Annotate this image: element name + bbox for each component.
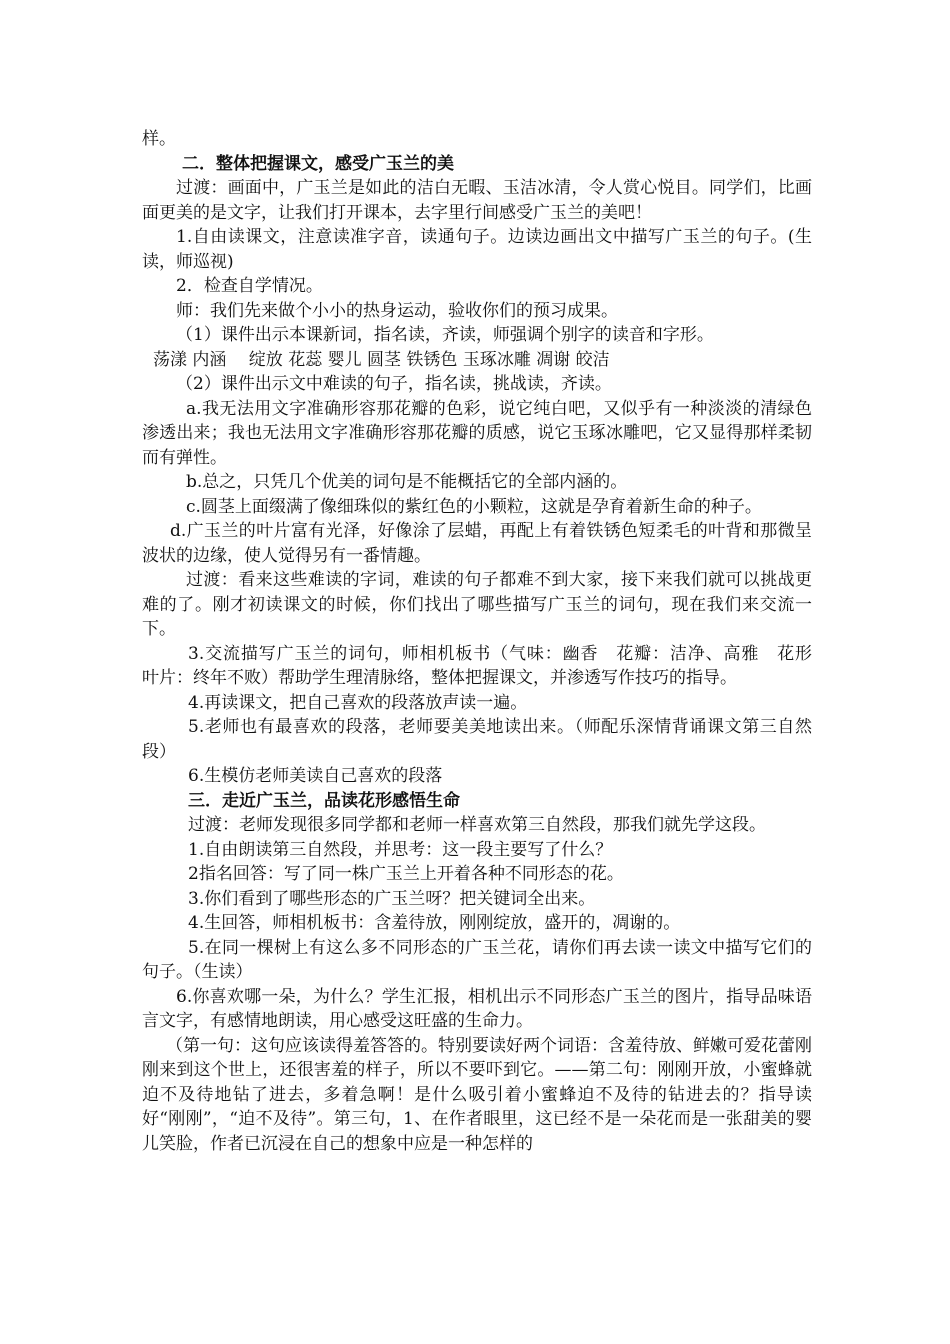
paragraph: c.圆茎上面缀满了像细珠似的紫红色的小颗粒，这就是孕育着新生命的种子。 bbox=[186, 496, 762, 517]
paragraph: b.总之，只凭几个优美的词句是不能概括它的全部内涵的。 bbox=[186, 472, 628, 492]
paragraph: （1）课件出示本课新词，指名读，齐读，师强调个别字的读音和字形。 bbox=[176, 325, 714, 345]
paragraph: （2）课件出示文中难读的句子，指名读，挑战读，齐读。 bbox=[176, 374, 612, 394]
paragraph: 4.再读课文，把自己喜欢的段落放声读一遍。 bbox=[188, 692, 528, 713]
paragraph: 样。 bbox=[142, 129, 176, 149]
paragraph: 5.老师也有最喜欢的段落，老师要美美地读出来。（师配乐深情背诵课文第三自然段） bbox=[142, 717, 812, 762]
paragraph: 荡漾 内涵 绽放 花蕊 婴儿 圆茎 铁锈色 玉琢冰雕 凋谢 皎洁 bbox=[153, 349, 610, 370]
paragraph: 2指名回答：写了同一株广玉兰上开着各种不同形态的花。 bbox=[188, 864, 624, 884]
section-heading: 二．整体把握课文，感受广玉兰的美 bbox=[182, 153, 454, 174]
paragraph: 1.自由朗读第三自然段，并思考：这一段主要写了什么？ bbox=[188, 839, 613, 860]
paragraph: （第一句：这句应该读得羞答答的。特别要读好两个词语：含羞待放、鲜嫩可爱花蕾刚刚来到这个世上，还很害羞的样子，所以不要吓到它。——第二句：刚刚开放，小蜜蜂就迫不及待地钻了进去，多着急啊！是什么吸引着小蜜蜂迫不及待的钻进去的？指导读好“刚刚”，“迫不及待”。第三句，1、在作者眼里，这已经不是一朵花而是一张甜美的婴儿笑脸，作者已沉浸在自己的想象中应是一种怎样的 bbox=[142, 1035, 812, 1154]
paragraph: 3.你们看到了哪些形态的广玉兰呀？把关键词全出来。 bbox=[188, 888, 596, 909]
paragraph: 2．检查自学情况。 bbox=[176, 276, 323, 296]
paragraph: 过渡：看来这些难读的字词，难读的句子都难不到大家，接下来我们就可以挑战更难的了。刚才初读课文的时候，你们找出了哪些描写广玉兰的词句，现在我们来交流一下。 bbox=[142, 570, 812, 639]
document-body bbox=[142, 127, 829, 1156]
paragraph: 过渡：老师发现很多同学都和老师一样喜欢第三自然段，那我们就先学这段。 bbox=[188, 815, 766, 835]
paragraph: 5.在同一棵树上有这么多不同形态的广玉兰花，请你们再去读一读文中描写它们的句子。（生读） bbox=[142, 937, 812, 982]
paragraph: 4.生回答，师相机板书：含羞待放，刚刚绽放，盛开的，凋谢的。 bbox=[188, 913, 681, 933]
paragraph: a.我无法用文字准确形容那花瓣的色彩，说它纯白吧，又似乎有一种淡淡的清绿色渗透出来；我也无法用文字准确形容那花瓣的质感，说它玉琢冰雕吧，它又显得那样柔韧而有弹性。 bbox=[142, 398, 812, 468]
paragraph: d.广玉兰的叶片富有光泽，好像涂了层蜡，再配上有着铁锈色短柔毛的叶背和那微呈波状的边缘，使人觉得另有一番情趣。 bbox=[142, 521, 812, 566]
paragraph: 6.你喜欢哪一朵，为什么？学生汇报，相机出示不同形态广玉兰的图片，指导品味语言文字，有感情地朗读，用心感受这旺盛的生命力。 bbox=[142, 986, 812, 1031]
paragraph: 1.自由读课文，注意读准字音，读通句子。边读边画出文中描写广玉兰的句子。(生读，师巡视) bbox=[142, 227, 812, 272]
paragraph: 师：我们先来做个小小的热身运动，验收你们的预习成果。 bbox=[176, 300, 618, 321]
paragraph: 6.生模仿老师美读自己喜欢的段落 bbox=[188, 766, 443, 786]
paragraph: 3.交流描写广玉兰的词句，师相机板书（气味：幽香 花瓣：洁净、高雅 花形 叶片：终年不败）帮助学生理清脉络，整体把握课文，并渗透写作技巧的指导。 bbox=[142, 643, 829, 688]
section-heading: 三．走近广玉兰，品读花形感悟生命 bbox=[188, 790, 460, 811]
paragraph: 过渡：画面中，广玉兰是如此的洁白无暇、玉洁冰清，令人赏心悦目。同学们，比画面更美的是文字，让我们打开课本，去字里行间感受广玉兰的美吧！ bbox=[142, 178, 812, 223]
